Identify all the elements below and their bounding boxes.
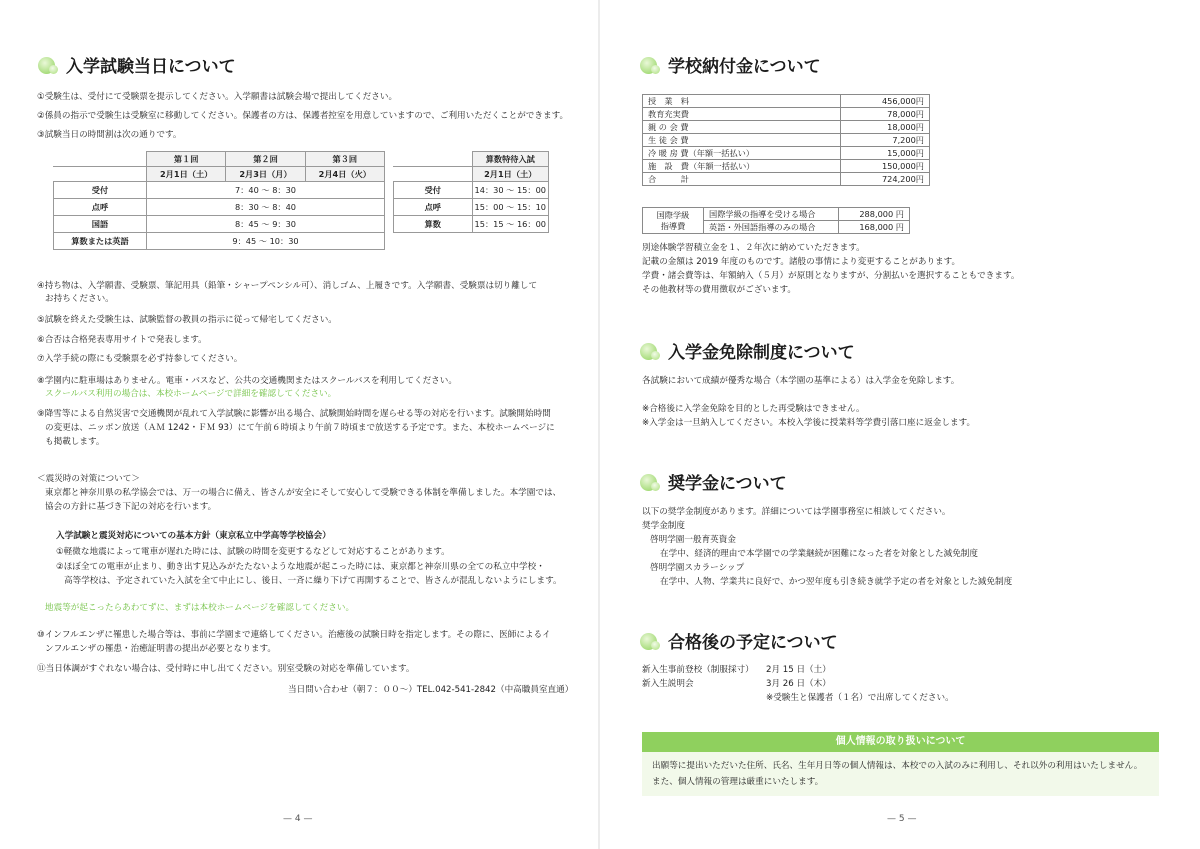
- item-9-line-3: も掲載します。: [45, 437, 105, 447]
- post-acceptance-heading: 合格後の予定について: [640, 628, 838, 653]
- event-2-name: 新入生説明会: [642, 679, 694, 689]
- table-row: 受付 7：40 〜 8：30: [54, 182, 385, 199]
- policy-title: 入学試験と震災対応についての基本方針（東京私立中学高等学校協会）: [56, 531, 331, 541]
- exam-day-heading: 入学試験当日について: [38, 52, 236, 77]
- table-row: 国際学級 指導費 国際学級の指導を受ける場合 288,000 円: [643, 208, 910, 221]
- item-7: ⑦入学手続の際にも受験票を必ず持参してください。: [37, 354, 243, 364]
- exemption-heading: 入学金免除制度について: [640, 338, 855, 363]
- event-2-date: 3月 26 日（木）: [766, 679, 831, 689]
- privacy-body: [642, 752, 1159, 796]
- table-row: 点呼 15：00 〜 15：10: [394, 199, 549, 216]
- table-row: 点呼 8：30 〜 8：40: [54, 199, 385, 216]
- privacy-notice: [642, 732, 1159, 796]
- privacy-line-2: また、個人情報の管理は厳重にいたします。: [652, 777, 824, 787]
- exemption-text: 各試験において成績が優秀な場合（本学園の基準による）は入学金を免除します。: [642, 376, 960, 386]
- bubble-icon: [640, 54, 662, 76]
- scholarship-2-desc: 在学中、人物、学業共に良好で、かつ翌年度も引き続き就学予定の者を対象とした減免制度: [660, 577, 1013, 587]
- table-row: 授 業 料 456,000円: [643, 95, 930, 108]
- fees-table: [642, 94, 930, 186]
- fee-note-2: 記載の金額は 2019 年度のものです。諸般の事情により変更することがあります。: [642, 257, 961, 267]
- table-row: 冷 暖 房 費（年額一括払い） 15,000円: [643, 147, 930, 160]
- math-special-table: [393, 151, 549, 233]
- table-row: 英語・外国語指導のみの場合 168,000 円: [643, 221, 910, 234]
- contact-info: 当日問い合わせ（朝７：００〜）TEL.042-541-2842（中高職員室直通）: [288, 685, 574, 695]
- quake-text-1: 東京都と神奈川県の私学協会では、万一の場合に備え、皆さんが安全にそして安心して受験できる体制を準備しました。本学園では、: [45, 488, 562, 498]
- table-row: 施 設 費（年額一括払い） 150,000円: [643, 160, 930, 173]
- special-date: 2月1日（土）: [472, 167, 548, 182]
- right-page: [600, 0, 1200, 849]
- session-1-date: 2月1日（土）: [147, 167, 226, 182]
- page-number-left: — 4 —: [283, 814, 313, 824]
- session-2-header: 第２回: [226, 152, 305, 167]
- item-11: ⑪当日体調がすぐれない場合は、受付時に申し出てください。別室受験の対応を準備しています。: [37, 664, 415, 674]
- session-3-header: 第３回: [305, 152, 384, 167]
- quake-title: ＜震災時の対策について＞: [37, 474, 140, 484]
- table-row: 算数 15：15 〜 16：00: [394, 216, 549, 233]
- bubble-icon: [640, 340, 662, 362]
- policy-2-line-1: ②ほぼ全ての電車が止まり、動き出す見込みがたたないような地震が起こった時には、東京都と神奈川県の全ての私立中学校・: [56, 562, 545, 572]
- event-1-date: 2月 15 日（土）: [766, 665, 831, 675]
- intl-label: 国際学級 指導費: [643, 208, 704, 234]
- table-row: 親 の 会 費 18,000円: [643, 121, 930, 134]
- item-2: ②係員の指示で受験生は受験室に移動してください。保護者の方は、保護者控室を用意していますので、ご利用いただくことができます。: [37, 111, 569, 121]
- scholarship-intro: 以下の奨学金制度があります。詳細については学園事務室に相談してください。: [642, 507, 951, 517]
- exemption-note-1: ※合格後に入学金免除を目的とした再受験はできません。: [642, 404, 865, 414]
- event-2-note: ※受験生と保護者（１名）で出席してください。: [766, 693, 954, 703]
- item-5: ⑤試験を終えた受験生は、試験監督の教員の指示に従って帰宅してください。: [37, 315, 337, 325]
- privacy-title: 個人情報の取り扱いについて: [642, 732, 1159, 752]
- item-8-bus-note: スクールバス利用の場合は、本校ホームページで詳細を確認してください。: [45, 389, 337, 399]
- scholarship-2-name: 啓明学園スカラーシップ: [650, 563, 745, 573]
- table-row: 受付 14：30 〜 15：00: [394, 182, 549, 199]
- item-9-line-1: ⑨降雪等による自然災害で交通機関が乱れて入学試験に影響が出る場合、試験開始時間を遅らせる等の対応を行います。試験開始時間: [37, 409, 551, 419]
- item-3: ③試験当日の時間割は次の通りです。: [37, 130, 182, 140]
- fee-note-1: 別途体験学習積立金を１、２年次に納めていただきます。: [642, 243, 865, 253]
- fees-heading: 学校納付金について: [640, 52, 821, 77]
- item-6: ⑥合否は合格発表専用サイトで発表します。: [37, 335, 207, 345]
- quake-text-2: 協会の方針に基づき下記の対応を行います。: [45, 502, 217, 512]
- quake-homepage-note: 地震等が起こったらあわてずに、まずは本校ホームページを確認してください。: [45, 603, 355, 613]
- scholarship-1-desc: 在学中、経済的理由で本学園での学業継続が困難になった者を対象とした減免制度: [660, 549, 978, 559]
- fees-total-row: 合 計 724,200円: [643, 173, 930, 186]
- session-1-header: 第１回: [147, 152, 226, 167]
- bubble-icon: [38, 54, 60, 76]
- page-number-right: — 5 —: [887, 814, 917, 824]
- table-header-row: [54, 152, 385, 167]
- policy-2-line-2: 高等学校は、予定されていた入試を全て中止にし、後日、一斉に繰り下げて再開することで、皆さんが混乱しないようにします。: [64, 576, 562, 586]
- intl-class-table: [642, 207, 910, 234]
- table-row: 算数または英語 9：45 〜 10：30: [54, 233, 385, 250]
- special-header: 算数特待入試: [472, 152, 548, 167]
- table-date-row: [54, 167, 385, 182]
- item-8: ⑧学園内に駐車場はありません。電車・バスなど、公共の交通機関またはスクールバスを利用してください。: [37, 376, 457, 386]
- item-1: ①受験生は、受付にて受験票を提示してください。入学願書は試験会場で提出してください。: [37, 92, 398, 102]
- item-4-line-1: ④持ち物は、入学願書、受験票、筆記用具（鉛筆・シャープペンシル可）、消しゴム、上履きです。入学願書、受験票は切り離して: [37, 281, 538, 291]
- item-10-line-1: ⑩インフルエンザに罹患した場合等は、事前に学園まで連絡してください。治癒後の試験日時を指定します。その際に、医師によるイ: [37, 630, 551, 640]
- bubble-icon: [640, 471, 662, 493]
- item-9-line-2: の変更は、ニッポン放送（ＡＭ 1242・ＦＭ 93）にて午前６時頃より午前７時頃まで放送する予定です。また、本校ホームページに: [45, 423, 555, 433]
- scholarship-heading: 奨学金について: [640, 469, 787, 494]
- table-row: 教育充実費 78,000円: [643, 108, 930, 121]
- item-10-line-2: ンフルエンザの罹患・治癒証明書の提出が必要となります。: [45, 644, 277, 654]
- table-row: 国語 8：45 〜 9：30: [54, 216, 385, 233]
- exemption-note-2: ※入学金は一旦納入してください。本校入学後に授業料等学費引落口座に返金します。: [642, 418, 976, 428]
- privacy-line-1: 出願等に提出いただいた住所、氏名、生年月日等の個人情報は、本校での入試のみに利用し、それ以外の利用はいたしません。: [652, 761, 1143, 771]
- fee-note-4: その他教材等の費用徴収がございます。: [642, 285, 797, 295]
- policy-1: ①軽微な地震によって電車が遅れた時には、試験の時間を変更するなどして対応することがあります。: [56, 547, 450, 557]
- exam-schedule-table: [53, 151, 385, 250]
- session-3-date: 2月4日（火）: [305, 167, 384, 182]
- event-1-name: 新入生事前登校（制服採寸）: [642, 665, 754, 675]
- session-2-date: 2月3日（月）: [226, 167, 305, 182]
- fee-note-3: 学費・諸会費等は、年額納入（５月）が原則となりますが、分割払いを選択することもできます。: [642, 271, 1020, 281]
- scholarship-1-name: 啓明学園一般育英資金: [650, 535, 736, 545]
- scholarship-system-label: 奨学金制度: [642, 521, 685, 531]
- item-4-line-2: お持ちください。: [45, 294, 114, 304]
- table-row: 生 徒 会 費 7,200円: [643, 134, 930, 147]
- bubble-icon: [640, 630, 662, 652]
